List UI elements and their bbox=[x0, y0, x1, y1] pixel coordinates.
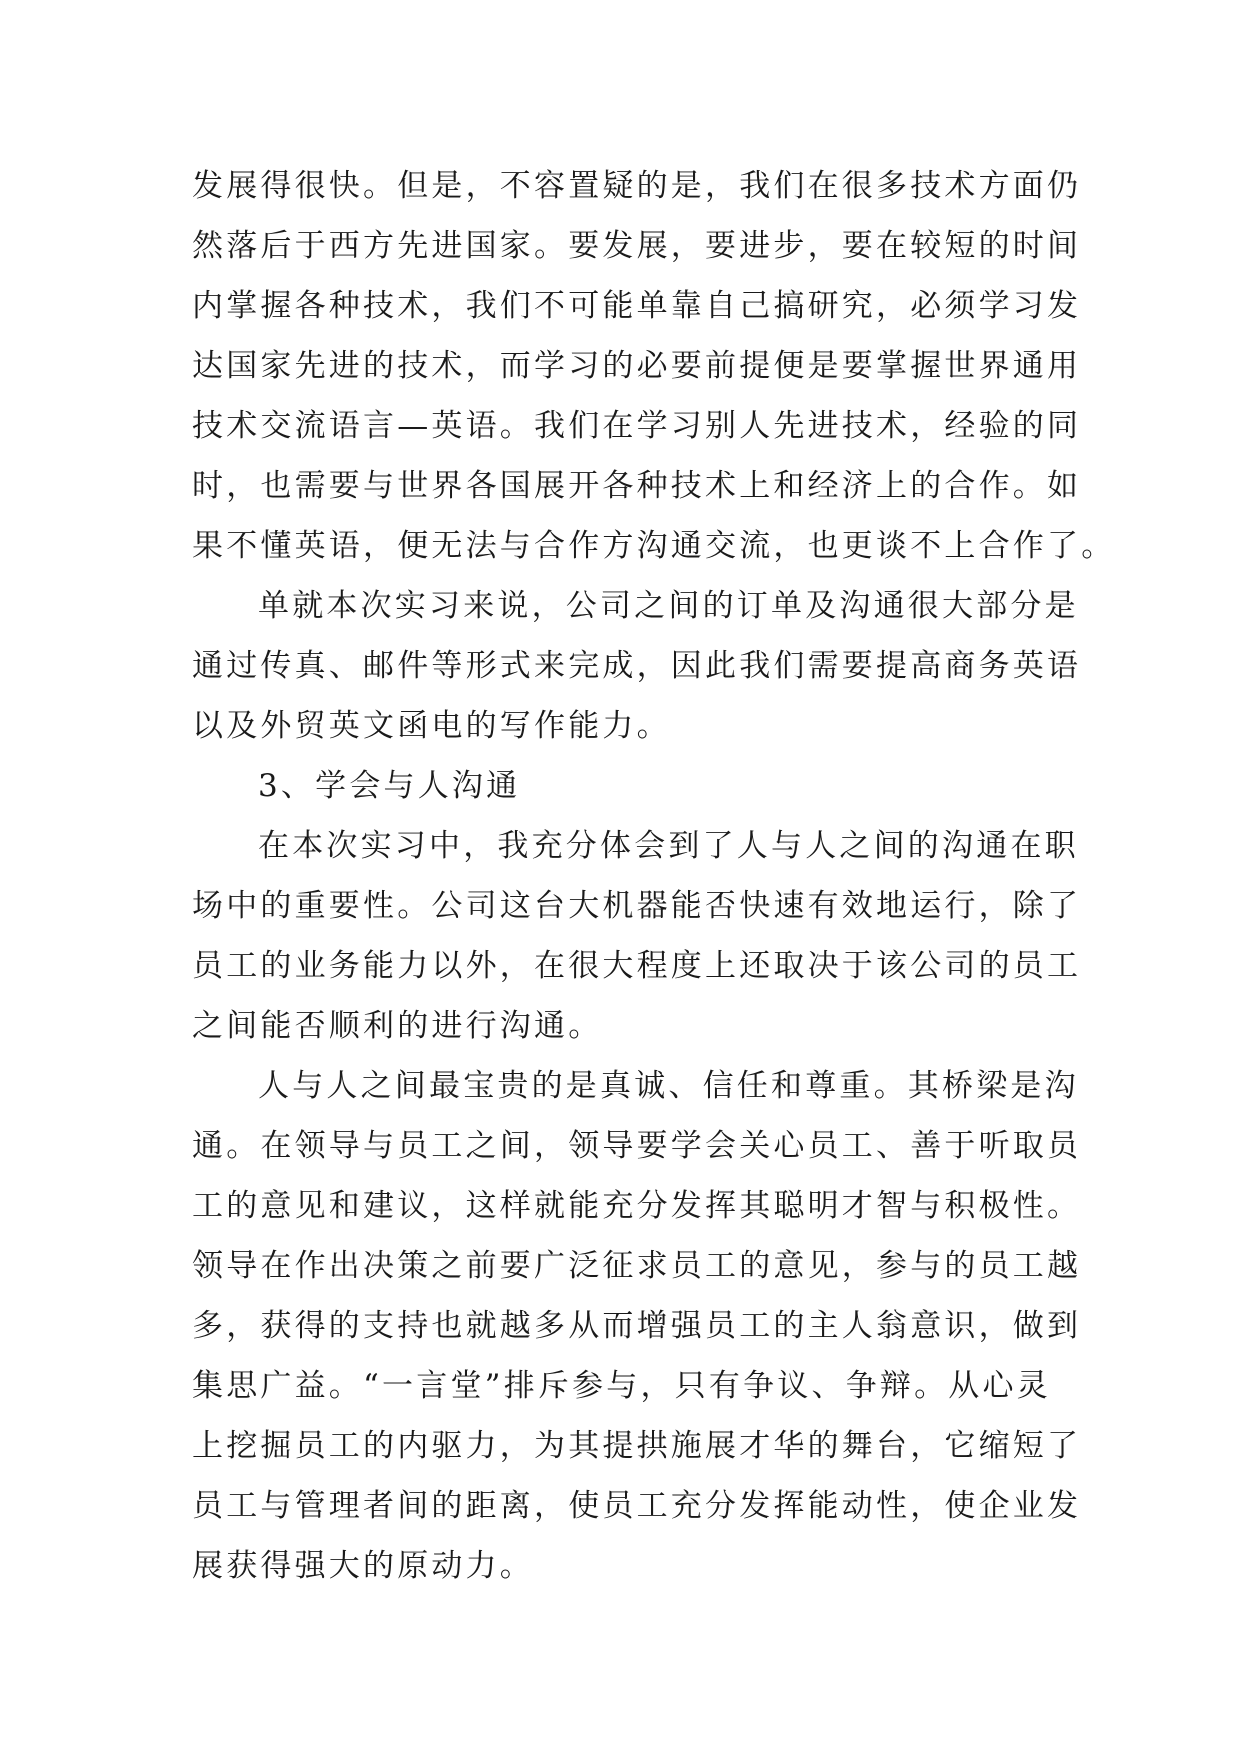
text-line: 发展得很快。但是，不容置疑的是，我们在很多技术方面仍 bbox=[192, 168, 1082, 204]
text-line: 达国家先进的技术，而学习的必要前提便是要掌握世界通用 bbox=[192, 348, 1082, 384]
text-line: 员工与管理者间的距离，使员工充分发挥能动性，使企业发 bbox=[192, 1488, 1082, 1524]
text-line: 在本次实习中，我充分体会到了人与人之间的沟通在职 bbox=[258, 828, 1079, 864]
text-line: 多，获得的支持也就越多从而增强员工的主人翁意识，做到 bbox=[192, 1308, 1082, 1344]
text-line: 上挖掘员工的内驱力，为其提拱施展才华的舞台，它缩短了 bbox=[192, 1428, 1082, 1464]
text-line: 之间能否顺利的进行沟通。 bbox=[192, 1008, 603, 1044]
text-line: 技术交流语言—英语。我们在学习别人先进技术，经验的同 bbox=[192, 408, 1082, 444]
text-line: 果不懂英语，便无法与合作方沟通交流，也更谈不上合作了。 bbox=[192, 528, 1116, 564]
text-line: 通。在领导与员工之间，领导要学会关心员工、善于听取员 bbox=[192, 1128, 1082, 1164]
text-line: 通过传真、邮件等形式来完成，因此我们需要提高商务英语 bbox=[192, 648, 1082, 684]
text-line: 内掌握各种技术，我们不可能单靠自己搞研究，必须学习发 bbox=[192, 288, 1082, 324]
text-line: 3、学会与人沟通 bbox=[258, 768, 521, 804]
text-line: 以及外贸英文函电的写作能力。 bbox=[192, 708, 671, 744]
document-body bbox=[192, 156, 1116, 1596]
text-line: 单就本次实习来说，公司之间的订单及沟通很大部分是 bbox=[258, 588, 1079, 624]
text-line: 工的意见和建议，这样就能充分发挥其聪明才智与积极性。 bbox=[192, 1188, 1082, 1224]
text-line: 时，也需要与世界各国展开各种技术上和经济上的合作。如 bbox=[192, 468, 1082, 504]
text-line: 领导在作出决策之前要广泛征求员工的意见，参与的员工越 bbox=[192, 1248, 1082, 1284]
text-line: 人与人之间最宝贵的是真诚、信任和尊重。其桥梁是沟 bbox=[258, 1068, 1079, 1104]
text-line: 展获得强大的原动力。 bbox=[192, 1548, 534, 1584]
text-line: 然落后于西方先进国家。要发展，要进步，要在较短的时间 bbox=[192, 228, 1082, 264]
text-line: 集思广益。“一言堂”排斥参与，只有争议、争辩。从心灵 bbox=[192, 1368, 1051, 1404]
text-line: 员工的业务能力以外，在很大程度上还取决于该公司的员工 bbox=[192, 948, 1082, 984]
text-line: 场中的重要性。公司这台大机器能否快速有效地运行，除了 bbox=[192, 888, 1082, 924]
